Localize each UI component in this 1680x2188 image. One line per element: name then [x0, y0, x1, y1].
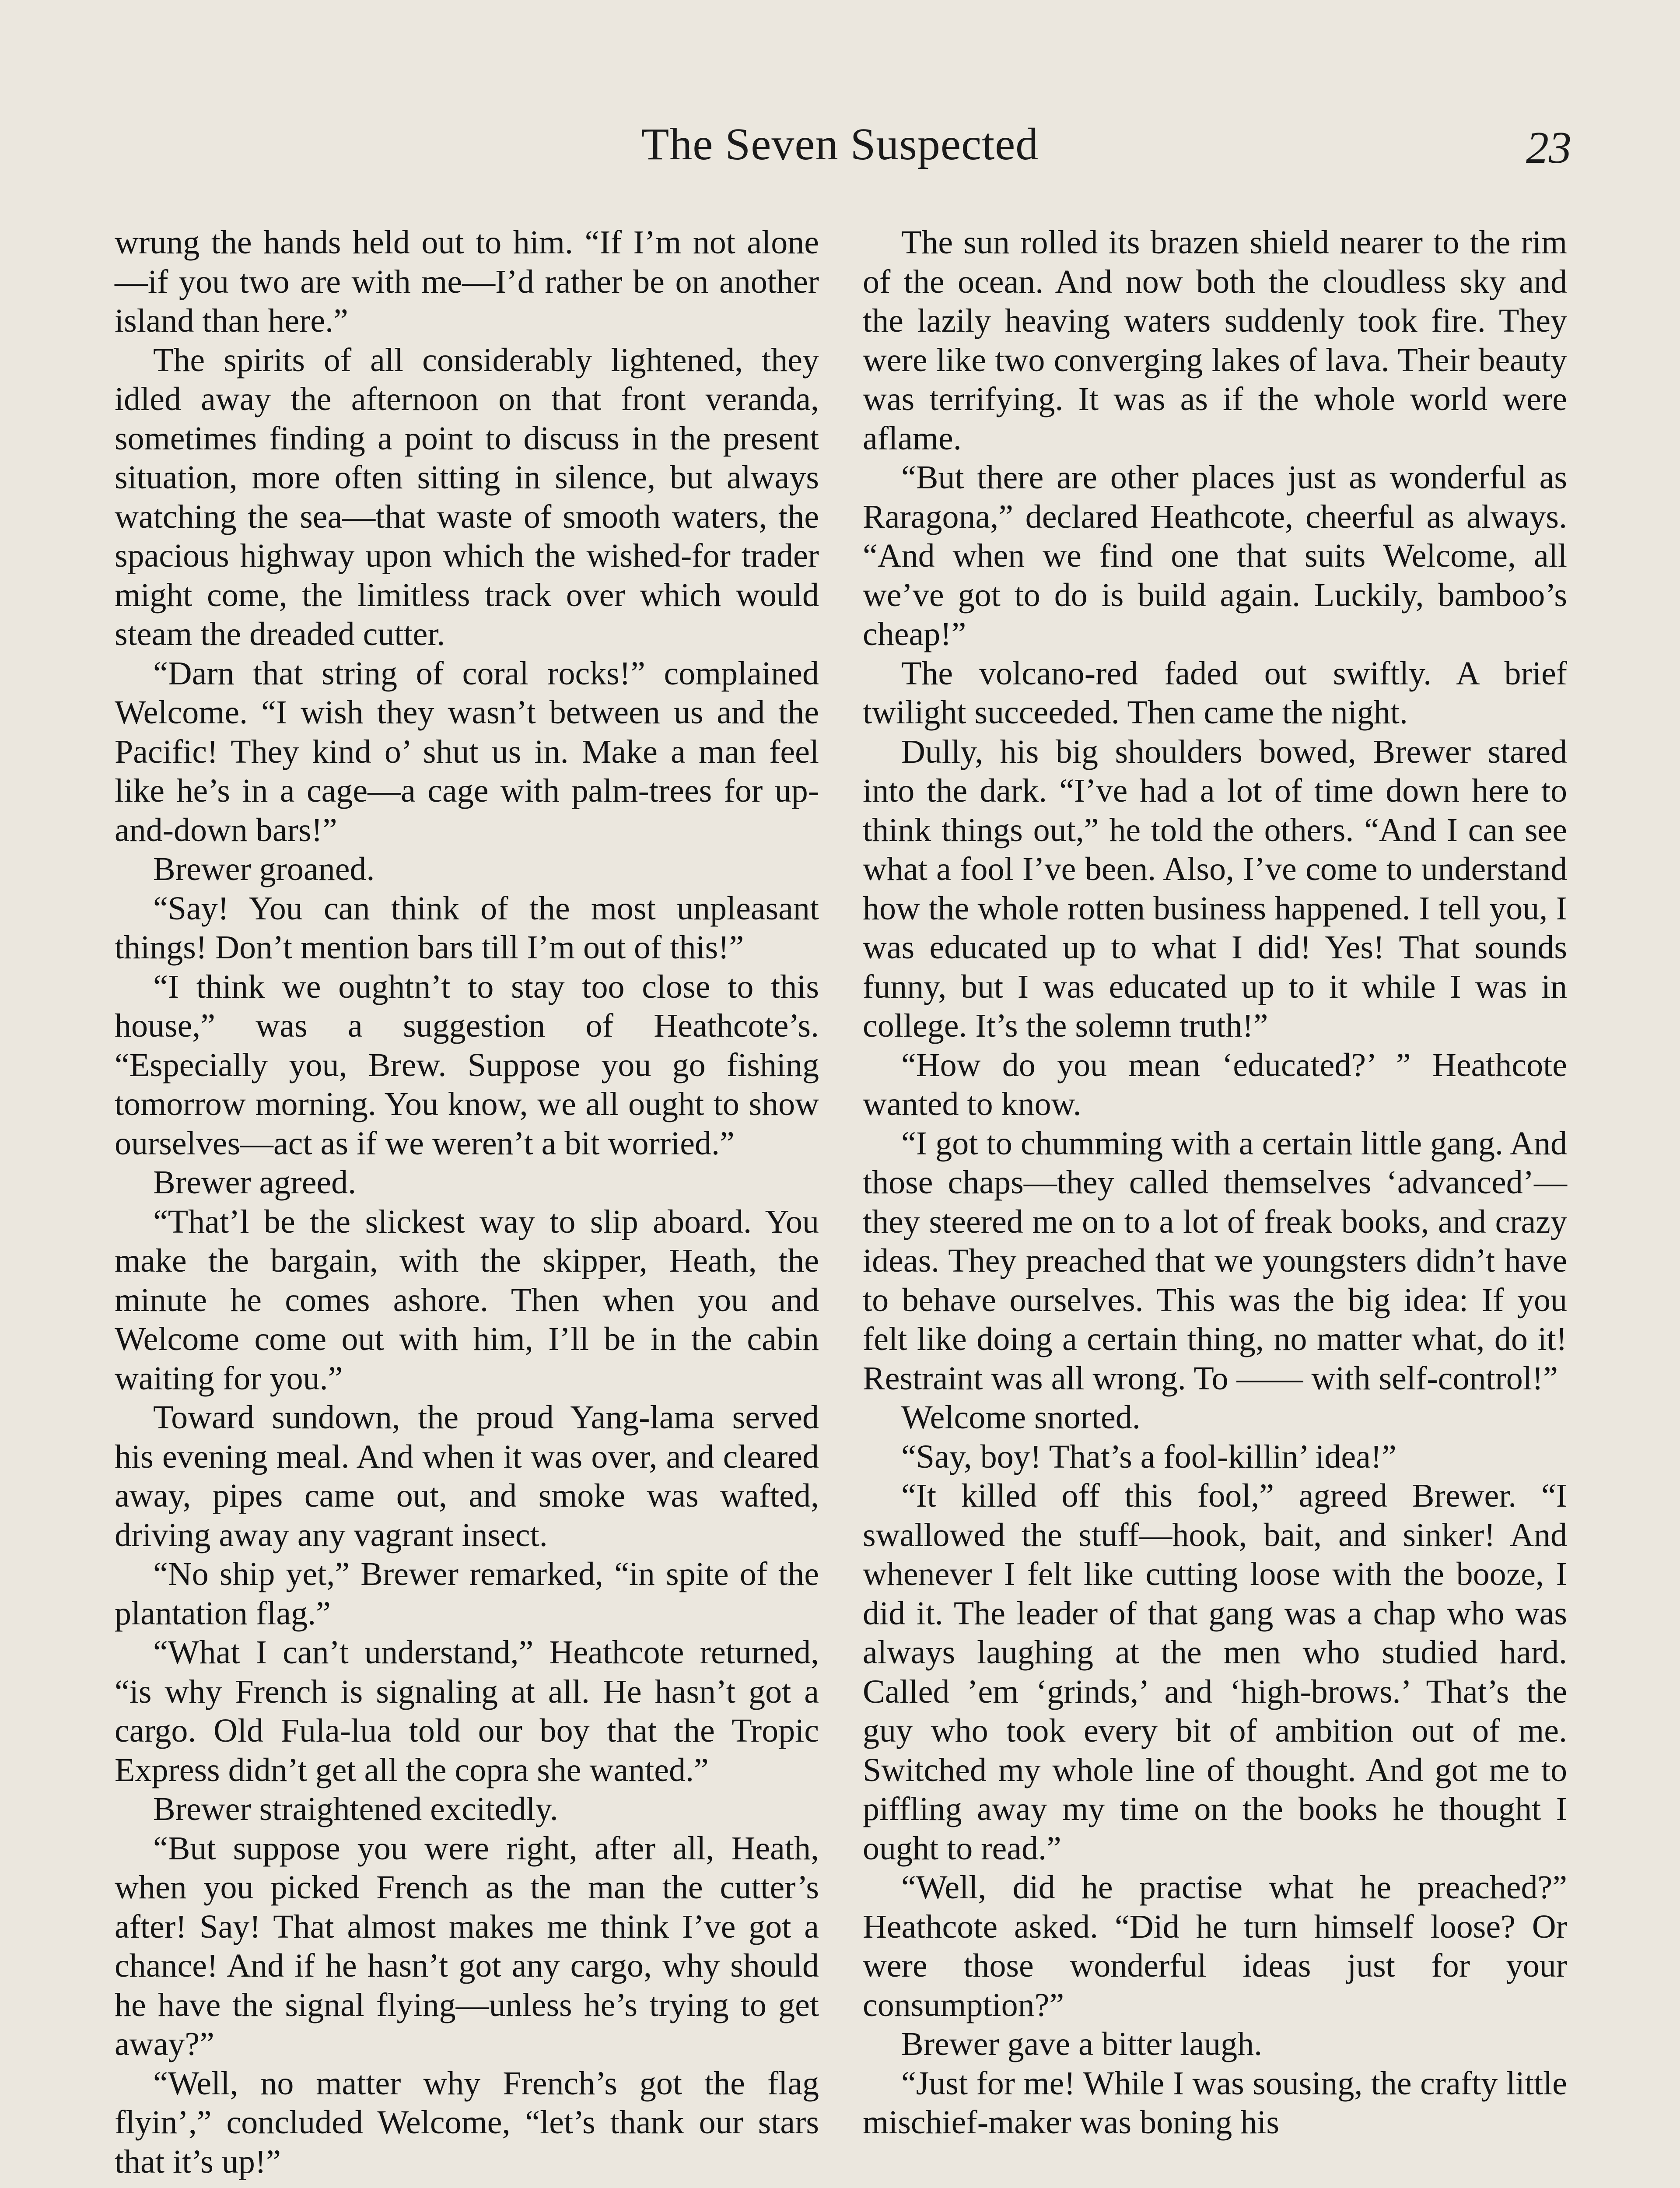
paragraph: The spirits of all considerably lightened, they idled away the afternoon on that front veranda, sometimes finding a point to discuss in the present situation, more often sitting in silence, but always watching the sea—that waste of smooth waters, the spacious highway upon which the wished-for trader might come, the limitless track over which would steam the dreaded cutter. [115, 341, 819, 652]
paragraph: Dully, his big shoulders bowed, Brewer stared into the dark. “I’ve had a lot of time down here to think things out,” he told the others. “And I can see what a fool I’ve been. Also, I’ve come to understand how the whole rotten business happened. I tell you, I was educated up to what I did! Yes! That sounds funny, but I was educated up to it while I was in college. It’s the solemn truth!” [863, 733, 1567, 1044]
paragraph: “Say! You can think of the most unpleasant things! Don’t mention bars till I’m out of this!” [115, 890, 819, 966]
paragraph: “But there are other places just as wonderful as Raragona,” declared Heathcote, cheerful as always. “And when we find one that suits Welcome, all we’ve got to do is build again. Luckily, bamboo’s cheap!” [863, 459, 1567, 652]
paragraph: “How do you mean ‘educated?’ ” Heathcote wanted to know. [863, 1046, 1567, 1122]
paragraph: “Say, boy! That’s a fool-killin’ idea!” [901, 1438, 1396, 1475]
page-header [0, 118, 1680, 184]
paragraph: Brewer agreed. [153, 1164, 357, 1201]
paragraph: “It killed off this fool,” agreed Brewer. “I swallowed the stuff—hook, bait, and sinker! And whenever I felt like cutting loose with the booze, I did it. The leader of that gang was a chap who was always laughing at the men who studied hard. Called ’em ‘grinds,’ and ‘high-brows.’ That’s the guy who took every bit of ambition out of me. Switched my whole line of thought. And got me to piffling away my time on the books he thought I ought to read.” [863, 1477, 1567, 1867]
paragraph: “That’l be the slickest way to slip aboard. You make the bargain, with the skipper, Heath, the minute he comes ashore. Then when you and Welcome come out with him, I’ll be in the cabin waiting for you.” [115, 1203, 819, 1397]
paragraph: “What I can’t understand,” Heathcote returned, “is why French is signaling at all. He hasn’t got a cargo. Old Fula-lua told our boy that the Tropic Express didn’t get all the copra she wanted.” [115, 1634, 819, 1788]
paragraph: The volcano-red faded out swiftly. A brief twilight succeeded. Then came the night. [863, 655, 1567, 731]
running-title: The Seven Suspected [641, 119, 1039, 169]
paragraph: “I think we oughtn’t to stay too close to this house,” was a suggestion of Heathcote’s. “Especially you, Brew. Suppose you go fishing tomorrow morning. You know, we all ought to show ourselves—act as if we weren’t a bit worried.” [115, 968, 819, 1162]
paragraph: Brewer gave a bitter laugh. [901, 2026, 1263, 2062]
paragraph: “Just for me! While I was sousing, the crafty little mischief-maker was boning his [863, 2065, 1567, 2141]
paragraph: wrung the hands held out to him. “If I’m not alone—if you two are with me—I’d rather be on another island than here.” [115, 224, 819, 339]
page-number: 23 [1526, 123, 1572, 173]
paragraph: “Well, did he practise what he preached?” Heathcote asked. “Did he turn himself loose? Or were those wonderful ideas just for your consumption?” [863, 1869, 1567, 2023]
paragraph: “I got to chumming with a certain little gang. And those chaps—they called themselves ‘advanced’—they steered me on to a lot of freak books, and crazy ideas. They preached that we youngsters didn’t have to behave ourselves. This was the big idea: If you felt like doing a certain thing, no matter what, do it! Restraint was all wrong. To —— with self-control!” [863, 1125, 1567, 1397]
paragraph: “Darn that string of coral rocks!” complained Welcome. “I wish they wasn’t between us and the Pacific! They kind o’ shut us in. Make a man feel like he’s in a cage—a cage with palm-trees for up-and-down bars!” [115, 655, 819, 849]
paragraph: Toward sundown, the proud Yang-lama served his evening meal. And when it was over, and cleared away, pipes came out, and smoke was wafted, driving away any vagrant insect. [115, 1399, 819, 1553]
paragraph: Brewer groaned. [153, 851, 375, 887]
left-column [115, 223, 819, 2181]
right-column [863, 223, 1567, 2142]
paragraph: “But suppose you were right, after all, Heath, when you picked French as the man the cutter’s after! Say! That almost makes me think I’ve got a chance! And if he hasn’t got any cargo, why should he have the signal flying—unless he’s trying to get away?” [115, 1830, 819, 2062]
paragraph: “No ship yet,” Brewer remarked, “in spite of the plantation flag.” [115, 1556, 819, 1632]
paragraph: The sun rolled its brazen shield nearer to the rim of the ocean. And now both the cloudless sky and the lazily heaving waters suddenly took fire. They were like two converging lakes of lava. Their beauty was terrifying. It was as if the whole world were aflame. [863, 224, 1567, 457]
paragraph: “Well, no matter why French’s got the flag flyin’,” concluded Welcome, “let’s thank our stars that it’s up!” [115, 2065, 819, 2180]
paragraph: Brewer straightened excitedly. [153, 1791, 558, 1827]
paragraph: Welcome snorted. [901, 1399, 1141, 1436]
